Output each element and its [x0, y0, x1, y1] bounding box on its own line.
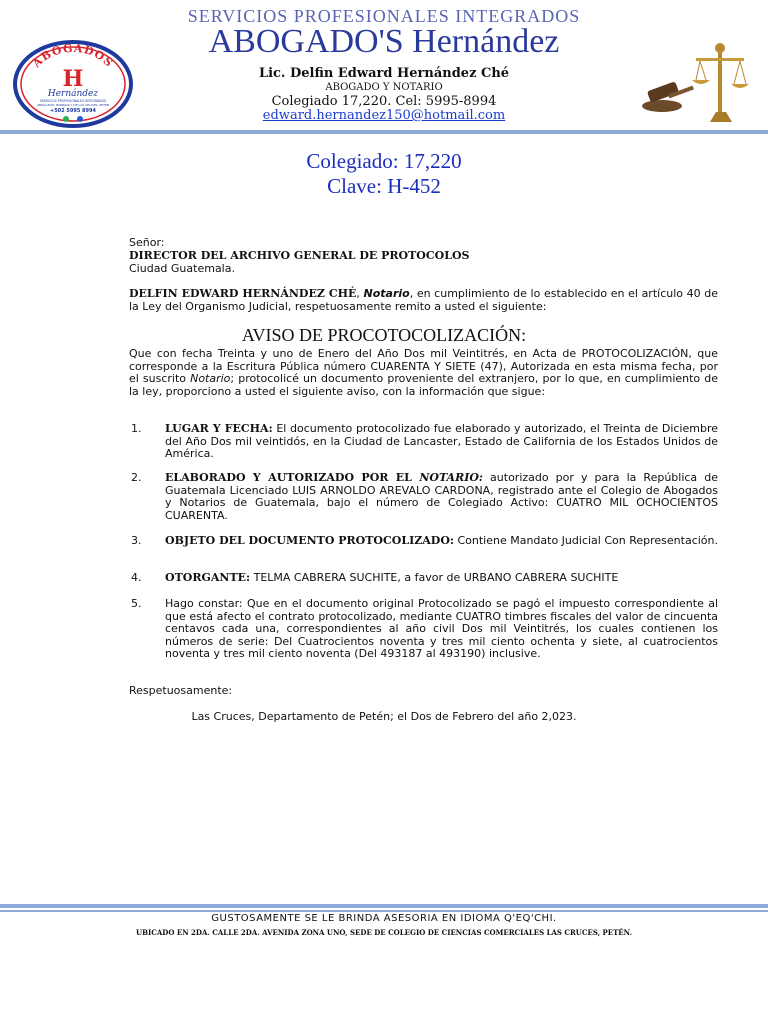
- intro-paragraph: [129, 288, 718, 313]
- logo-subtitle: SERVICIOS PROFESIONALES INTEGRADOS: [39, 99, 107, 103]
- notary-role: Notario: [363, 287, 410, 300]
- lawyer-name: Lic. Delfin Edward Hernández Ché: [258, 66, 510, 81]
- logo-script-name: Hernández: [47, 89, 99, 99]
- list-item-number: 2.: [131, 471, 142, 484]
- item-text: TELMA CABRERA SUCHITE, a favor de URBANO CABRERA SUCHITE: [250, 571, 619, 584]
- list-item-number: 1.: [131, 422, 142, 435]
- place-and-date: Las Cruces, Departamento de Petén; el Dos de Febrero del año 2,023.: [191, 710, 577, 723]
- recipient: DIRECTOR DEL ARCHIVO GENERAL DE PROTOCOLOS: [129, 249, 470, 262]
- footer-address: UBICADO EN 2DA. CALLE 2DA. AVENIDA ZONA UNO, SEDE DE COLEGIO DE CIENCIAS COMERCIALES LAS CRUCES, PETÉN.: [135, 928, 633, 937]
- logo-tagline: ABOGADOS, BARRIOS Y DE LAS CRUCES, PETEN: [36, 103, 110, 107]
- lawyer-registration: Colegiado 17,220. Cel: 5995-8994: [271, 94, 497, 109]
- item-text: Contiene Mandato Judicial Con Representación.: [453, 534, 718, 547]
- list-item-number: 3.: [131, 534, 142, 547]
- justice-scales-image: [640, 38, 758, 130]
- logo-phone: +502 5995 8994: [50, 108, 96, 114]
- list-item: [165, 598, 718, 661]
- notice-body: [129, 348, 718, 398]
- item-text: El documento protocolizado fue elaborado y autorizado, el Treinta de Diciembre del Año Dos mil veintidós, en la Ciudad de Lancaster, Estado de California de los Estados Unidos de América.: [165, 422, 719, 461]
- logo-top-text: ABOGADOS: [30, 41, 116, 70]
- list-item: [165, 572, 718, 585]
- recipient-city: Ciudad Guatemala.: [129, 262, 235, 275]
- colegiado-number: Colegiado: 17,220: [306, 149, 462, 173]
- notice-body-part2: ; protocolicé un documento proveniente del extranjero, por lo que, en cumplimiento de la ley, proporciono a usted el siguiente aviso, con la información que sigue:: [129, 372, 718, 398]
- header-divider: [0, 130, 768, 134]
- footer-divider: [0, 904, 768, 908]
- item-label: OBJETO DEL DOCUMENTO PROTOCOLIZADO:: [165, 534, 454, 547]
- item-text: Hago constar: Que en el documento original Protocolizado se pagó el impuesto correspondiente al que está afecto el contrato protocolizado, mediante CUATRO timbres fiscales del valor de cincuenta centavos cada una, correspondientes al año civil Dos mil Veintitrés, los cuales contienen los números de serie: Del Cuatrocientos noventa y tres mil ciento ochenta y siete, al cuatrocientos noventa y tres mil ciento noventa (Del 493187 al 493190) inclusive.: [165, 597, 718, 661]
- logo-monogram: H: [62, 66, 84, 92]
- notice-title: AVISO DE PROCOTOCOLIZACIÓN:: [241, 325, 527, 345]
- list-item: [165, 535, 718, 548]
- intro-text: , en cumplimiento de lo establecido en el artículo 40 de la Ley del Organismo Judicial, respetuosamente remito a usted el siguiente:: [129, 287, 718, 313]
- closing: Respetuosamente:: [129, 684, 233, 697]
- list-item: [165, 472, 718, 522]
- footer-language-note: GUSTOSAMENTE SE LE BRINDA ASESORIA EN IDIOMA Q'EQ'CHI.: [211, 913, 557, 924]
- lawyer-email-link[interactable]: edward.hernandez150@hotmail.com: [262, 108, 506, 123]
- item-label: OTORGANTE:: [165, 571, 251, 584]
- notary-name: DELFIN EDWARD HERNÁNDEZ CHÉ: [129, 287, 357, 300]
- lawyer-title: ABOGADO Y NOTARIO: [325, 82, 443, 93]
- list-item-number: 4.: [131, 571, 142, 584]
- intro-separator: ,: [356, 287, 364, 300]
- item-label: ELABORADO Y AUTORIZADO POR EL: [165, 471, 420, 484]
- notice-body-role: Notario: [190, 372, 231, 386]
- notice-body-part1: Que con fecha Treinta y uno de Enero del Año Dos mil Veintitrés, en Acta de PROTOCOLIZACIÓN, que corresponde a la Escritura Pública número CUARENTA Y SIETE (47), Autorizada en esta misma fecha, por el suscrito: [129, 347, 718, 386]
- footer-divider-thin: [0, 910, 768, 912]
- salutation: Señor:: [129, 236, 165, 249]
- item-text: autorizado por y para la República de Guatemala Licenciado LUIS ARNOLDO AREVALO CARDONA, registrado ante el Colegio de Abogados y Notarios de Guatemala, bajo el número de Colegiado Activo: CUATRO MIL OCHOCIENTOS CUARENTA.: [165, 471, 718, 522]
- item-label: LUGAR Y FECHA:: [165, 422, 273, 435]
- banner-top-line: SERVICIOS PROFESIONALES INTEGRADOS: [187, 6, 581, 26]
- clave-code: Clave: H-452: [327, 174, 441, 198]
- item-label-notario: NOTARIO:: [419, 471, 483, 484]
- list-item-number: 5.: [131, 597, 142, 610]
- list-item: [165, 423, 718, 461]
- banner-firm-name: ABOGADO'S Hernández: [208, 23, 560, 60]
